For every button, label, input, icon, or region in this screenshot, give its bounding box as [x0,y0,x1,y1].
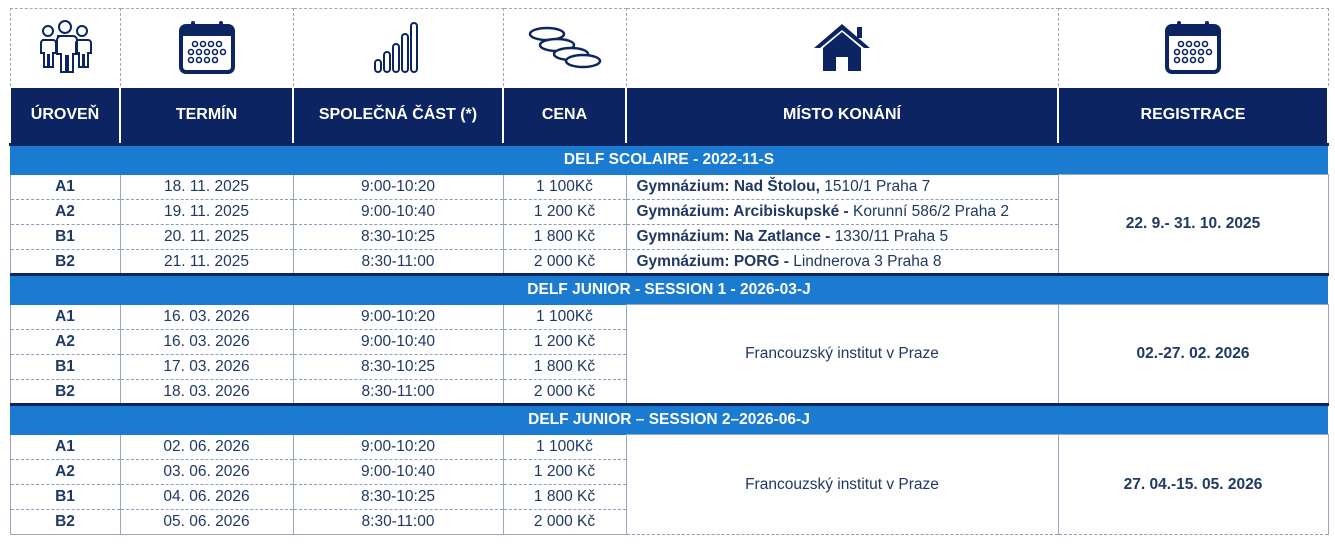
level-cell: B2 [10,510,120,535]
date-cell: 20. 11. 2025 [120,225,293,250]
level-cell: A2 [10,330,120,355]
place-cell [626,250,1058,275]
exam-schedule-table [9,8,1329,535]
date-cell: 04. 06. 2026 [120,485,293,510]
header-date: TERMÍN [120,87,293,145]
section-title: DELF JUNIOR – SESSION 2–2026-06-J [10,405,1328,435]
price-cell: 1 200 Kč [503,460,626,485]
place-address: 1330/11 Praha 5 [830,228,949,245]
header-row [10,87,1328,145]
date-cell: 18. 11. 2025 [120,175,293,200]
date-icon-cell [120,9,293,87]
time-cell: 8:30-11:00 [293,250,503,275]
time-cell: 9:00-10:20 [293,435,503,460]
time-cell: 9:00-10:20 [293,175,503,200]
date-cell: 19. 11. 2025 [120,200,293,225]
table-row [10,305,1328,330]
calendar-icon [1164,19,1222,75]
time-cell: 9:00-10:40 [293,200,503,225]
icon-row [10,9,1328,87]
header-price: CENA [503,87,626,145]
date-cell: 21. 11. 2025 [120,250,293,275]
price-cell: 2 000 Kč [503,510,626,535]
registration-icon-cell [1058,9,1328,87]
coins-icon [527,25,603,69]
price-cell: 1 800 Kč [503,355,626,380]
date-cell: 05. 06. 2026 [120,510,293,535]
section-title-row [10,405,1328,435]
level-cell: B1 [10,355,120,380]
time-cell: 8:30-11:00 [293,380,503,405]
time-cell: 8:30-10:25 [293,355,503,380]
price-cell: 2 000 Kč [503,380,626,405]
time-cell: 8:30-10:25 [293,225,503,250]
header-place: MÍSTO KONÁNÍ [626,87,1058,145]
time-cell: 9:00-10:40 [293,330,503,355]
registration-cell: 27. 04.-15. 05. 2026 [1058,435,1328,535]
table-row [10,435,1328,460]
header-level: ÚROVEŇ [10,87,120,145]
time-cell: 9:00-10:40 [293,460,503,485]
date-cell: 02. 06. 2026 [120,435,293,460]
level-cell: A1 [10,175,120,200]
people-icon [37,18,93,76]
common-part-icon-cell [293,9,503,87]
place-school: Gymnázium: Arcibiskupské - [636,203,849,220]
level-cell: B2 [10,380,120,405]
price-cell: 1 800 Kč [503,225,626,250]
level-icon-cell [10,9,120,87]
house-icon [811,21,873,73]
place-cell [626,175,1058,200]
price-cell: 2 000 Kč [503,250,626,275]
place-icon-cell [626,9,1058,87]
signal-bars-icon [373,20,423,74]
place-cell: Francouzský institut v Praze [626,435,1058,535]
place-school: Gymnázium: Nad Štolou, [636,177,820,195]
registration-cell: 22. 9.- 31. 10. 2025 [1058,175,1328,275]
date-cell: 18. 03. 2026 [120,380,293,405]
price-cell: 1 200 Kč [503,330,626,355]
place-cell: Francouzský institut v Praze [626,305,1058,405]
level-cell: A2 [10,460,120,485]
time-cell: 8:30-11:00 [293,510,503,535]
level-cell: B2 [10,250,120,275]
place-school: Gymnázium: Na Zatlance - [636,228,831,245]
date-cell: 17. 03. 2026 [120,355,293,380]
price-cell: 1 100Kč [503,435,626,460]
header-common-part: SPOLEČNÁ ČÁST (*) [293,87,503,145]
price-cell: 1 100Kč [503,175,626,200]
price-cell: 1 200 Kč [503,200,626,225]
place-address: 1510/1 Praha 7 [819,177,931,195]
level-cell: A1 [10,435,120,460]
table-row [10,175,1328,200]
place-address: Lindnerova 3 Praha 8 [788,252,942,270]
level-cell: A1 [10,305,120,330]
section-title-row [10,145,1328,175]
price-cell: 1 100Kč [503,305,626,330]
place-cell [626,225,1058,250]
price-cell: 1 800 Kč [503,485,626,510]
date-cell: 03. 06. 2026 [120,460,293,485]
registration-cell: 02.-27. 02. 2026 [1058,305,1328,405]
place-school: Gymnázium: PORG - [636,252,789,270]
level-cell: B1 [10,485,120,510]
price-icon-cell [503,9,626,87]
date-cell: 16. 03. 2026 [120,305,293,330]
calendar-icon [178,19,236,75]
time-cell: 9:00-10:20 [293,305,503,330]
header-registration: REGISTRACE [1058,87,1328,145]
section-title: DELF SCOLAIRE - 2022-11-S [10,145,1328,175]
section-title-row [10,275,1328,305]
level-cell: A2 [10,200,120,225]
level-cell: B1 [10,225,120,250]
place-cell [626,200,1058,225]
section-title: DELF JUNIOR - SESSION 1 - 2026-03-J [10,275,1328,305]
date-cell: 16. 03. 2026 [120,330,293,355]
place-address: Korunní 586/2 Praha 2 [848,203,1009,220]
time-cell: 8:30-10:25 [293,485,503,510]
